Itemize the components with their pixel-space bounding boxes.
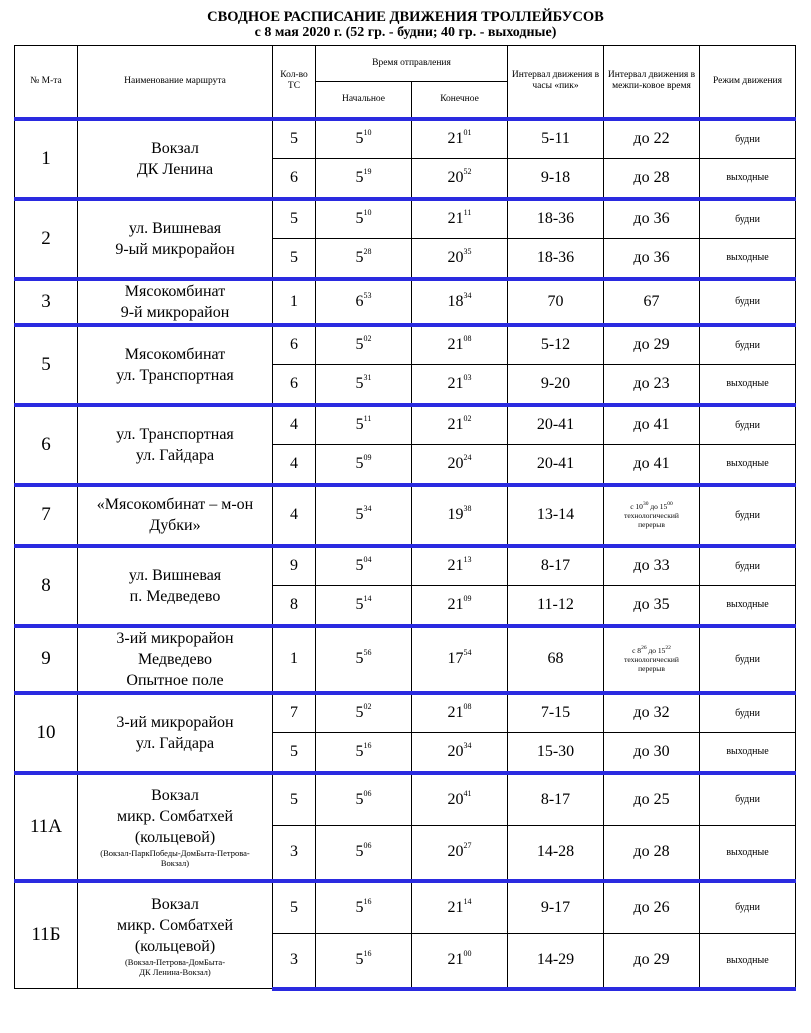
route-name xyxy=(78,693,273,773)
departure-start xyxy=(316,934,412,989)
time-minutes: 06 xyxy=(363,841,372,851)
time-minutes: 24 xyxy=(463,452,472,462)
offpeak-interval: до 25 xyxy=(604,773,700,826)
departure-start xyxy=(316,199,412,239)
movement-mode: выходные xyxy=(700,445,796,485)
route-name-line: ДК Ленина xyxy=(136,160,214,178)
offpeak-interval: до 29 xyxy=(604,934,700,989)
departure-start xyxy=(316,826,412,881)
time-hour: 21 xyxy=(447,898,464,916)
peak-interval: 9-20 xyxy=(508,365,604,405)
departure-start xyxy=(316,119,412,159)
break-time xyxy=(604,502,699,511)
movement-mode: выходные xyxy=(700,159,796,199)
route-number: 1 xyxy=(15,119,78,199)
route-number: 2 xyxy=(15,199,78,279)
time-minutes: 54 xyxy=(463,648,472,657)
route-name-line: ул. Транспортная xyxy=(116,366,234,384)
route-number: 6 xyxy=(15,405,78,485)
time-minutes: 34 xyxy=(463,290,472,300)
vehicle-count: 8 xyxy=(273,586,316,626)
route-name-line: ул. Гайдара xyxy=(135,446,215,464)
time-minutes: 27 xyxy=(463,841,472,851)
time-hour: 21 xyxy=(447,210,464,228)
route-name-line: Мясокомбинат xyxy=(124,345,226,363)
route-name-line: 9-й микрорайон xyxy=(120,303,230,321)
departure-start xyxy=(316,159,412,199)
break-time xyxy=(604,646,699,655)
route-number: 10 xyxy=(15,693,78,773)
header-route-no: № М-та xyxy=(15,46,78,119)
time-hour: 5 xyxy=(355,742,364,760)
header-dep-end: Конечное xyxy=(412,82,508,119)
route-name-line: 3-ий микрорайон xyxy=(116,629,234,647)
time-hour: 5 xyxy=(355,416,364,434)
departure-end xyxy=(412,546,508,586)
table-row xyxy=(15,485,796,546)
vehicle-count: 5 xyxy=(273,773,316,826)
departure-end xyxy=(412,934,508,989)
vehicle-count: 5 xyxy=(273,119,316,159)
route-path-line: (Вокзал-Петрова-ДомБыта- xyxy=(124,956,226,967)
break-from-min: 26 xyxy=(641,644,647,651)
time-hour: 5 xyxy=(355,704,364,722)
table-row xyxy=(15,693,796,733)
route-number: 7 xyxy=(15,485,78,546)
movement-mode: выходные xyxy=(700,586,796,626)
time-minutes: 56 xyxy=(363,648,372,657)
time-hour: 20 xyxy=(447,168,464,186)
departure-end xyxy=(412,626,508,693)
route-number: 5 xyxy=(15,325,78,405)
departure-start xyxy=(316,325,412,365)
break-label-2: перерыв xyxy=(638,519,665,529)
peak-interval: 14-28 xyxy=(508,826,604,881)
break-to-min: 22 xyxy=(665,644,671,651)
offpeak-interval: до 36 xyxy=(604,199,700,239)
time-minutes: 31 xyxy=(363,372,372,382)
time-hour: 21 xyxy=(447,557,464,575)
vehicle-count: 4 xyxy=(273,405,316,445)
time-hour: 5 xyxy=(355,336,364,354)
title-line-1: СВОДНОЕ РАСПИСАНИЕ ДВИЖЕНИЯ ТРОЛЛЕЙБУСОВ xyxy=(207,9,604,25)
offpeak-interval: до 41 xyxy=(604,445,700,485)
offpeak-interval: до 28 xyxy=(604,826,700,881)
route-path-note xyxy=(78,957,272,977)
movement-mode: будни xyxy=(700,693,796,733)
departure-start xyxy=(316,546,412,586)
route-name xyxy=(78,881,273,989)
route-path-line: (Вокзал-ПаркПобеды-ДомБыта-Петрова- xyxy=(100,848,250,858)
time-minutes: 11 xyxy=(463,208,472,218)
break-to: до 15 xyxy=(646,645,666,655)
time-minutes: 10 xyxy=(363,128,372,138)
offpeak-interval: до 35 xyxy=(604,586,700,626)
route-number: 3 xyxy=(15,279,78,325)
route-name-line: микр. Сомбатхей xyxy=(116,808,234,825)
time-hour: 20 xyxy=(447,742,464,760)
time-hour: 5 xyxy=(355,374,364,392)
departure-start xyxy=(316,626,412,693)
time-minutes: 06 xyxy=(363,788,372,798)
time-hour: 21 xyxy=(447,130,464,148)
break-from-min: 30 xyxy=(642,500,649,507)
time-minutes: 52 xyxy=(463,166,472,176)
route-number: 11А xyxy=(15,773,78,881)
time-hour: 21 xyxy=(447,595,464,613)
vehicle-count: 1 xyxy=(273,279,316,325)
route-name-line: 9-ый микрорайон xyxy=(115,240,235,258)
time-minutes: 08 xyxy=(463,702,472,712)
route-number: 9 xyxy=(15,626,78,693)
table-row xyxy=(15,546,796,586)
time-minutes: 03 xyxy=(463,372,472,382)
peak-interval: 9-17 xyxy=(508,881,604,934)
route-name xyxy=(78,325,273,405)
departure-start xyxy=(316,881,412,934)
table-row xyxy=(15,773,796,826)
movement-mode: будни xyxy=(700,199,796,239)
time-minutes: 00 xyxy=(463,949,472,959)
time-minutes: 41 xyxy=(463,788,472,798)
break-from: с 10 xyxy=(630,501,643,511)
peak-interval: 9-18 xyxy=(508,159,604,199)
time-minutes: 34 xyxy=(463,740,472,750)
route-number: 8 xyxy=(15,546,78,626)
time-minutes: 14 xyxy=(363,593,372,603)
departure-end xyxy=(412,733,508,773)
departure-start xyxy=(316,773,412,826)
time-hour: 6 xyxy=(355,292,364,310)
route-name-line: (кольцевой) xyxy=(134,937,216,955)
departure-start xyxy=(316,405,412,445)
route-name xyxy=(78,773,273,881)
offpeak-interval: до 23 xyxy=(604,365,700,405)
peak-interval: 5-12 xyxy=(508,325,604,365)
table-row xyxy=(15,626,796,693)
route-name xyxy=(78,626,273,693)
table-row xyxy=(15,279,796,325)
vehicle-count: 5 xyxy=(273,881,316,934)
time-hour: 5 xyxy=(355,130,364,148)
time-hour: 5 xyxy=(355,951,364,969)
break-label: технологический xyxy=(624,510,679,520)
time-hour: 20 xyxy=(447,790,464,808)
movement-mode: будни xyxy=(700,773,796,826)
departure-end xyxy=(412,325,508,365)
departure-end xyxy=(412,239,508,279)
offpeak-interval: до 30 xyxy=(604,733,700,773)
route-name-line: ул. Вишневая xyxy=(128,566,222,584)
offpeak-interval: до 26 xyxy=(604,881,700,934)
movement-mode: выходные xyxy=(700,239,796,279)
table-row xyxy=(15,199,796,239)
time-hour: 5 xyxy=(355,557,364,575)
time-hour: 5 xyxy=(355,650,364,667)
offpeak-interval: до 29 xyxy=(604,325,700,365)
route-name-line: ул. Транспортная xyxy=(116,425,234,443)
break-label-2: перерыв xyxy=(638,663,665,673)
offpeak-interval: 67 xyxy=(604,279,700,325)
time-hour: 5 xyxy=(355,506,364,523)
time-hour: 20 xyxy=(447,248,464,266)
peak-interval: 68 xyxy=(508,626,604,693)
vehicle-count: 7 xyxy=(273,693,316,733)
movement-mode: будни xyxy=(700,881,796,934)
peak-interval: 20-41 xyxy=(508,445,604,485)
break-to: до 15 xyxy=(648,501,668,511)
time-hour: 18 xyxy=(447,292,464,310)
departure-end xyxy=(412,199,508,239)
vehicle-count: 3 xyxy=(273,826,316,881)
vehicle-count: 6 xyxy=(273,325,316,365)
peak-interval: 8-17 xyxy=(508,773,604,826)
route-name-line: «Мясокомбинат – м-он xyxy=(96,496,254,513)
time-minutes: 08 xyxy=(463,334,472,344)
time-hour: 20 xyxy=(447,843,464,861)
time-hour: 5 xyxy=(355,168,364,186)
time-minutes: 10 xyxy=(363,208,372,218)
time-minutes: 01 xyxy=(463,128,472,138)
time-minutes: 19 xyxy=(363,166,372,176)
time-hour: 5 xyxy=(355,210,364,228)
time-minutes: 13 xyxy=(463,555,472,565)
route-name-line: Вокзал xyxy=(151,139,199,157)
vehicle-count: 6 xyxy=(273,365,316,405)
time-minutes: 09 xyxy=(363,452,372,462)
time-minutes: 16 xyxy=(363,949,372,959)
route-path-line: Вокзал) xyxy=(160,858,190,868)
departure-end xyxy=(412,693,508,733)
time-minutes: 35 xyxy=(463,246,472,256)
time-hour: 5 xyxy=(355,248,364,266)
route-name-line: ул. Гайдара xyxy=(135,734,215,752)
departure-start xyxy=(316,485,412,546)
document-title xyxy=(0,9,811,41)
movement-mode: будни xyxy=(700,626,796,693)
time-minutes: 38 xyxy=(463,504,472,513)
header-dep-start: Начальное xyxy=(316,82,412,119)
peak-interval: 7-15 xyxy=(508,693,604,733)
header-peak-interval: Интервал движения в часы «пик» xyxy=(508,46,604,119)
movement-mode: будни xyxy=(700,119,796,159)
route-path-line: ДК Ленина-Вокзал) xyxy=(139,966,211,977)
time-minutes: 16 xyxy=(363,740,372,750)
time-minutes: 02 xyxy=(363,334,372,344)
departure-end xyxy=(412,159,508,199)
time-hour: 21 xyxy=(447,951,464,969)
time-minutes: 11 xyxy=(363,414,372,424)
movement-mode: выходные xyxy=(700,733,796,773)
time-hour: 21 xyxy=(447,374,464,392)
departure-end xyxy=(412,279,508,325)
route-name-line: Опытное поле xyxy=(126,671,224,689)
vehicle-count: 5 xyxy=(273,239,316,279)
route-name-line: п. Медведево xyxy=(129,587,221,605)
vehicle-count: 1 xyxy=(273,626,316,693)
departure-end xyxy=(412,586,508,626)
movement-mode: будни xyxy=(700,405,796,445)
route-name xyxy=(78,119,273,199)
route-number: 11Б xyxy=(15,881,78,989)
time-hour: 5 xyxy=(355,843,364,861)
departure-end xyxy=(412,485,508,546)
time-minutes: 16 xyxy=(363,896,372,906)
header-route-name: Наименование маршрута xyxy=(78,46,273,119)
time-minutes: 02 xyxy=(363,702,372,712)
time-hour: 17 xyxy=(447,650,464,667)
time-hour: 21 xyxy=(447,704,464,722)
time-minutes: 04 xyxy=(363,555,372,565)
offpeak-interval: до 41 xyxy=(604,405,700,445)
offpeak-interval: до 32 xyxy=(604,693,700,733)
break-from: с 8 xyxy=(632,645,642,655)
time-minutes: 09 xyxy=(463,593,472,603)
departure-start xyxy=(316,365,412,405)
departure-start xyxy=(316,239,412,279)
time-hour: 5 xyxy=(355,898,364,916)
movement-mode: будни xyxy=(700,485,796,546)
route-name-line: 3-ий микрорайон xyxy=(116,713,234,731)
departure-end xyxy=(412,445,508,485)
offpeak-interval xyxy=(604,485,700,546)
route-name-line: микр. Сомбатхей xyxy=(116,916,234,934)
break-to-min: 00 xyxy=(667,500,673,507)
vehicle-count: 4 xyxy=(273,445,316,485)
departure-start xyxy=(316,279,412,325)
route-name-line: ул. Вишневая xyxy=(128,219,222,237)
offpeak-interval: до 36 xyxy=(604,239,700,279)
departure-end xyxy=(412,881,508,934)
departure-end xyxy=(412,365,508,405)
route-name xyxy=(78,279,273,325)
movement-mode: выходные xyxy=(700,934,796,989)
route-path-note xyxy=(78,848,272,868)
table-row xyxy=(15,881,796,934)
peak-interval: 18-36 xyxy=(508,199,604,239)
vehicle-count: 9 xyxy=(273,546,316,586)
peak-interval: 13-14 xyxy=(508,485,604,546)
time-minutes: 34 xyxy=(363,504,372,513)
peak-interval: 70 xyxy=(508,279,604,325)
vehicle-count: 6 xyxy=(273,159,316,199)
route-name xyxy=(78,405,273,485)
route-name xyxy=(78,199,273,279)
offpeak-interval: до 22 xyxy=(604,119,700,159)
table-row xyxy=(15,405,796,445)
time-hour: 21 xyxy=(447,416,464,434)
time-hour: 21 xyxy=(447,336,464,354)
break-label: технологический xyxy=(624,654,679,664)
peak-interval: 8-17 xyxy=(508,546,604,586)
header-departure: Время отправления xyxy=(316,46,508,82)
time-hour: 20 xyxy=(447,454,464,472)
vehicle-count: 3 xyxy=(273,934,316,989)
route-name-line: Мясокомбинат xyxy=(124,282,226,300)
movement-mode: выходные xyxy=(700,826,796,881)
time-hour: 5 xyxy=(355,595,364,613)
header-vehicles: Кол-во ТС xyxy=(273,46,316,119)
time-minutes: 02 xyxy=(463,414,472,424)
offpeak-interval: до 33 xyxy=(604,546,700,586)
vehicle-count: 5 xyxy=(273,733,316,773)
peak-interval: 5-11 xyxy=(508,119,604,159)
offpeak-interval: до 28 xyxy=(604,159,700,199)
header-mode: Режим движения xyxy=(700,46,796,119)
time-hour: 19 xyxy=(447,506,464,523)
route-name-line: Вокзал xyxy=(151,787,199,804)
peak-interval: 14-29 xyxy=(508,934,604,989)
departure-start xyxy=(316,733,412,773)
route-name-line: Вокзал xyxy=(151,895,199,913)
time-minutes: 28 xyxy=(363,246,372,256)
offpeak-interval xyxy=(604,626,700,693)
time-minutes: 14 xyxy=(463,896,472,906)
vehicle-count: 4 xyxy=(273,485,316,546)
peak-interval: 20-41 xyxy=(508,405,604,445)
table-row xyxy=(15,325,796,365)
departure-end xyxy=(412,773,508,826)
table-row xyxy=(15,119,796,159)
schedule-table xyxy=(14,45,796,991)
route-name xyxy=(78,546,273,626)
departure-end xyxy=(412,826,508,881)
movement-mode: будни xyxy=(700,546,796,586)
vehicle-count: 5 xyxy=(273,199,316,239)
peak-interval: 15-30 xyxy=(508,733,604,773)
movement-mode: выходные xyxy=(700,365,796,405)
time-minutes: 53 xyxy=(363,290,372,300)
header-offpeak-interval: Интервал движения в межпи-ковое время xyxy=(604,46,700,119)
time-hour: 5 xyxy=(355,790,364,808)
route-name-line: (кольцевой) xyxy=(134,829,216,846)
title-line-2: с 8 мая 2020 г. (52 гр. - будни; 40 гр. - выходные) xyxy=(254,25,557,40)
movement-mode: будни xyxy=(700,325,796,365)
route-name-line: Медведево xyxy=(137,650,213,668)
peak-interval: 18-36 xyxy=(508,239,604,279)
route-name-line: Дубки» xyxy=(149,517,201,534)
departure-start xyxy=(316,586,412,626)
departure-start xyxy=(316,445,412,485)
peak-interval: 11-12 xyxy=(508,586,604,626)
movement-mode: будни xyxy=(700,279,796,325)
route-name xyxy=(78,485,273,546)
departure-start xyxy=(316,693,412,733)
departure-end xyxy=(412,119,508,159)
time-hour: 5 xyxy=(355,454,364,472)
departure-end xyxy=(412,405,508,445)
